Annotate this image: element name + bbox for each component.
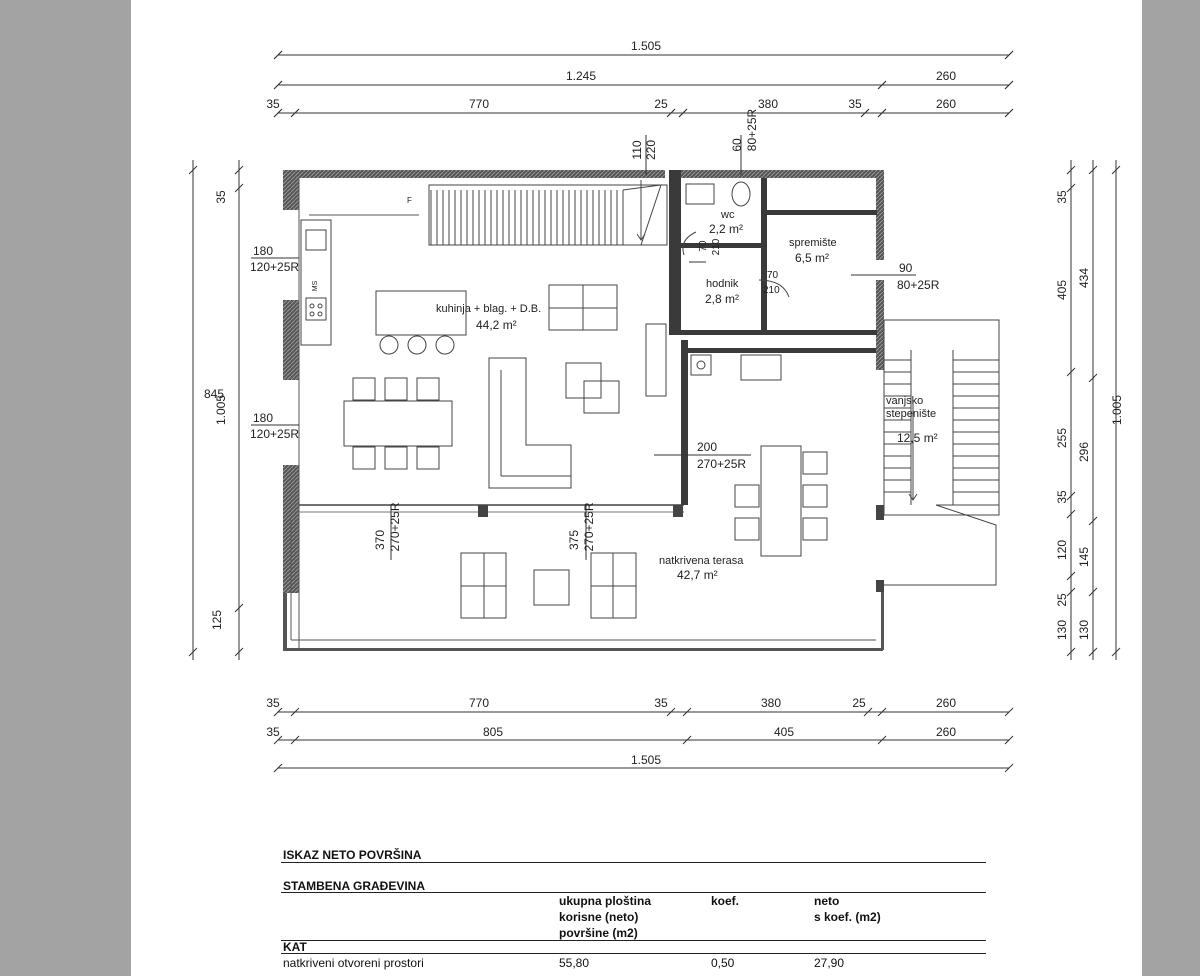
dim-right-35a: 35 [1055,190,1069,204]
top-dimensions [274,51,1013,117]
dim-open-80-25r: 80+25R [745,108,759,152]
dim-right-296: 296 [1077,441,1091,463]
dim-left-125: 125 [210,609,224,631]
door-200: 200 [697,440,718,454]
room-stubiste-area: 12,5 m² [897,431,938,445]
dim-bot-770: 770 [468,696,490,710]
dim-top-260a: 260 [935,69,957,83]
col-neto-2: s koef. (m2) [814,910,881,924]
room-spremiste-name: spremište [789,237,837,249]
ms-label: MS [312,280,319,292]
col-area-2: korisne (neto) [559,910,639,924]
table-rule [281,862,986,863]
table-rule [281,953,986,954]
room-hodnik-name: hodnik [706,278,739,290]
win-right-90b: 80+25R [897,278,940,292]
dim-bot-380: 380 [760,696,782,710]
dim-open-60: 60 [730,138,744,152]
room-stubiste-name-2: stepenište [886,408,937,420]
floor-plan [131,0,1142,976]
fridge-label: F [407,196,412,205]
dim-bot-35c: 35 [266,725,280,739]
dim-top-total: 1.505 [630,39,662,53]
dim-bot-25: 25 [852,696,866,710]
dim-right-outer: 1.005 [1110,394,1124,426]
col-neto-1: neto [814,894,840,908]
door-370b: 270+25R [388,502,402,552]
dim-top-770: 770 [468,97,490,111]
dim-top-35a: 35 [266,97,280,111]
dim-right-130b: 130 [1077,619,1091,641]
room-wc-name: wc [721,209,735,221]
table-row-name: natkriveni otvoreni prostori [283,956,424,970]
win-right-90: 90 [899,261,913,275]
room-terasa-area: 42,7 m² [677,568,718,582]
room-hodnik-area: 2,8 m² [705,292,740,306]
dim-left-outer: 1.005 [214,394,228,426]
table-section: KAT [283,940,307,954]
col-area-3: površine (m2) [559,926,638,940]
win-left-1b: 120+25R [250,260,300,274]
dimension-leaders [251,135,916,560]
table-row-area: 55,80 [559,956,590,970]
table-subtitle: STAMBENA GRAĐEVINA [283,879,426,893]
table-row-neto: 27,90 [814,956,845,970]
win-left-2: 180 [253,411,274,425]
room-spremiste-area: 6,5 m² [795,251,830,265]
door-70b: 70 [767,270,779,281]
room-stubiste-name-1: vanjsko [886,395,924,407]
col-koef: koef. [711,894,740,908]
room-wc-area: 2,2 m² [709,222,744,236]
table-title: ISKAZ NETO POVRŠINA [283,848,422,862]
dim-top-25: 25 [654,97,668,111]
door-70a: 70 [698,240,709,252]
dim-right-25: 25 [1055,593,1069,607]
door-210a: 210 [711,238,722,256]
room-kuhinja-name: kuhinja + blag. + D.B. [436,303,542,315]
door-375b: 270+25R [582,502,596,552]
dim-bot-260b: 260 [935,725,957,739]
door-200b: 270+25R [697,457,747,471]
col-area-1: ukupna ploština [559,894,652,908]
dim-right-405: 405 [1055,279,1069,301]
dim-open-220: 220 [644,139,658,161]
right-dim-labels-a [1055,190,1069,640]
dim-top-1245: 1.245 [565,69,597,83]
right-dim-labels-b [1077,268,1091,640]
dim-right-255: 255 [1055,427,1069,449]
room-terasa-name: natkrivena terasa [659,555,744,567]
table-row-koef: 0,50 [711,956,735,970]
dim-bot-405: 405 [773,725,795,739]
dim-bot-total: 1.505 [630,753,662,767]
dim-bot-35a: 35 [266,696,280,710]
dim-open-110: 110 [630,140,644,160]
dim-bot-805: 805 [482,725,504,739]
dim-top-260b: 260 [935,97,957,111]
dim-left-845-label: 845 [203,387,225,401]
dim-right-145: 145 [1077,546,1091,568]
dim-right-35b: 35 [1055,490,1069,504]
win-left-2b: 120+25R [250,427,300,441]
table-rule [281,940,986,941]
win-left-1: 180 [253,244,274,258]
dim-top-35b: 35 [848,97,862,111]
internal-stairs [429,180,667,245]
door-375: 375 [567,529,581,551]
dim-top-380: 380 [757,97,779,111]
table-rule [281,892,986,893]
dim-bot-35b: 35 [654,696,668,710]
dim-right-130a: 130 [1055,619,1069,641]
dim-bot-260a: 260 [935,696,957,710]
dim-right-120: 120 [1055,539,1069,561]
door-370: 370 [373,529,387,551]
dim-right-434: 434 [1077,267,1091,289]
door-210b: 210 [763,285,780,296]
room-kuhinja-area: 44,2 m² [476,318,517,332]
drawing-sheet [131,0,1142,976]
external-stairs [884,320,999,585]
dim-left-35: 35 [214,190,228,204]
